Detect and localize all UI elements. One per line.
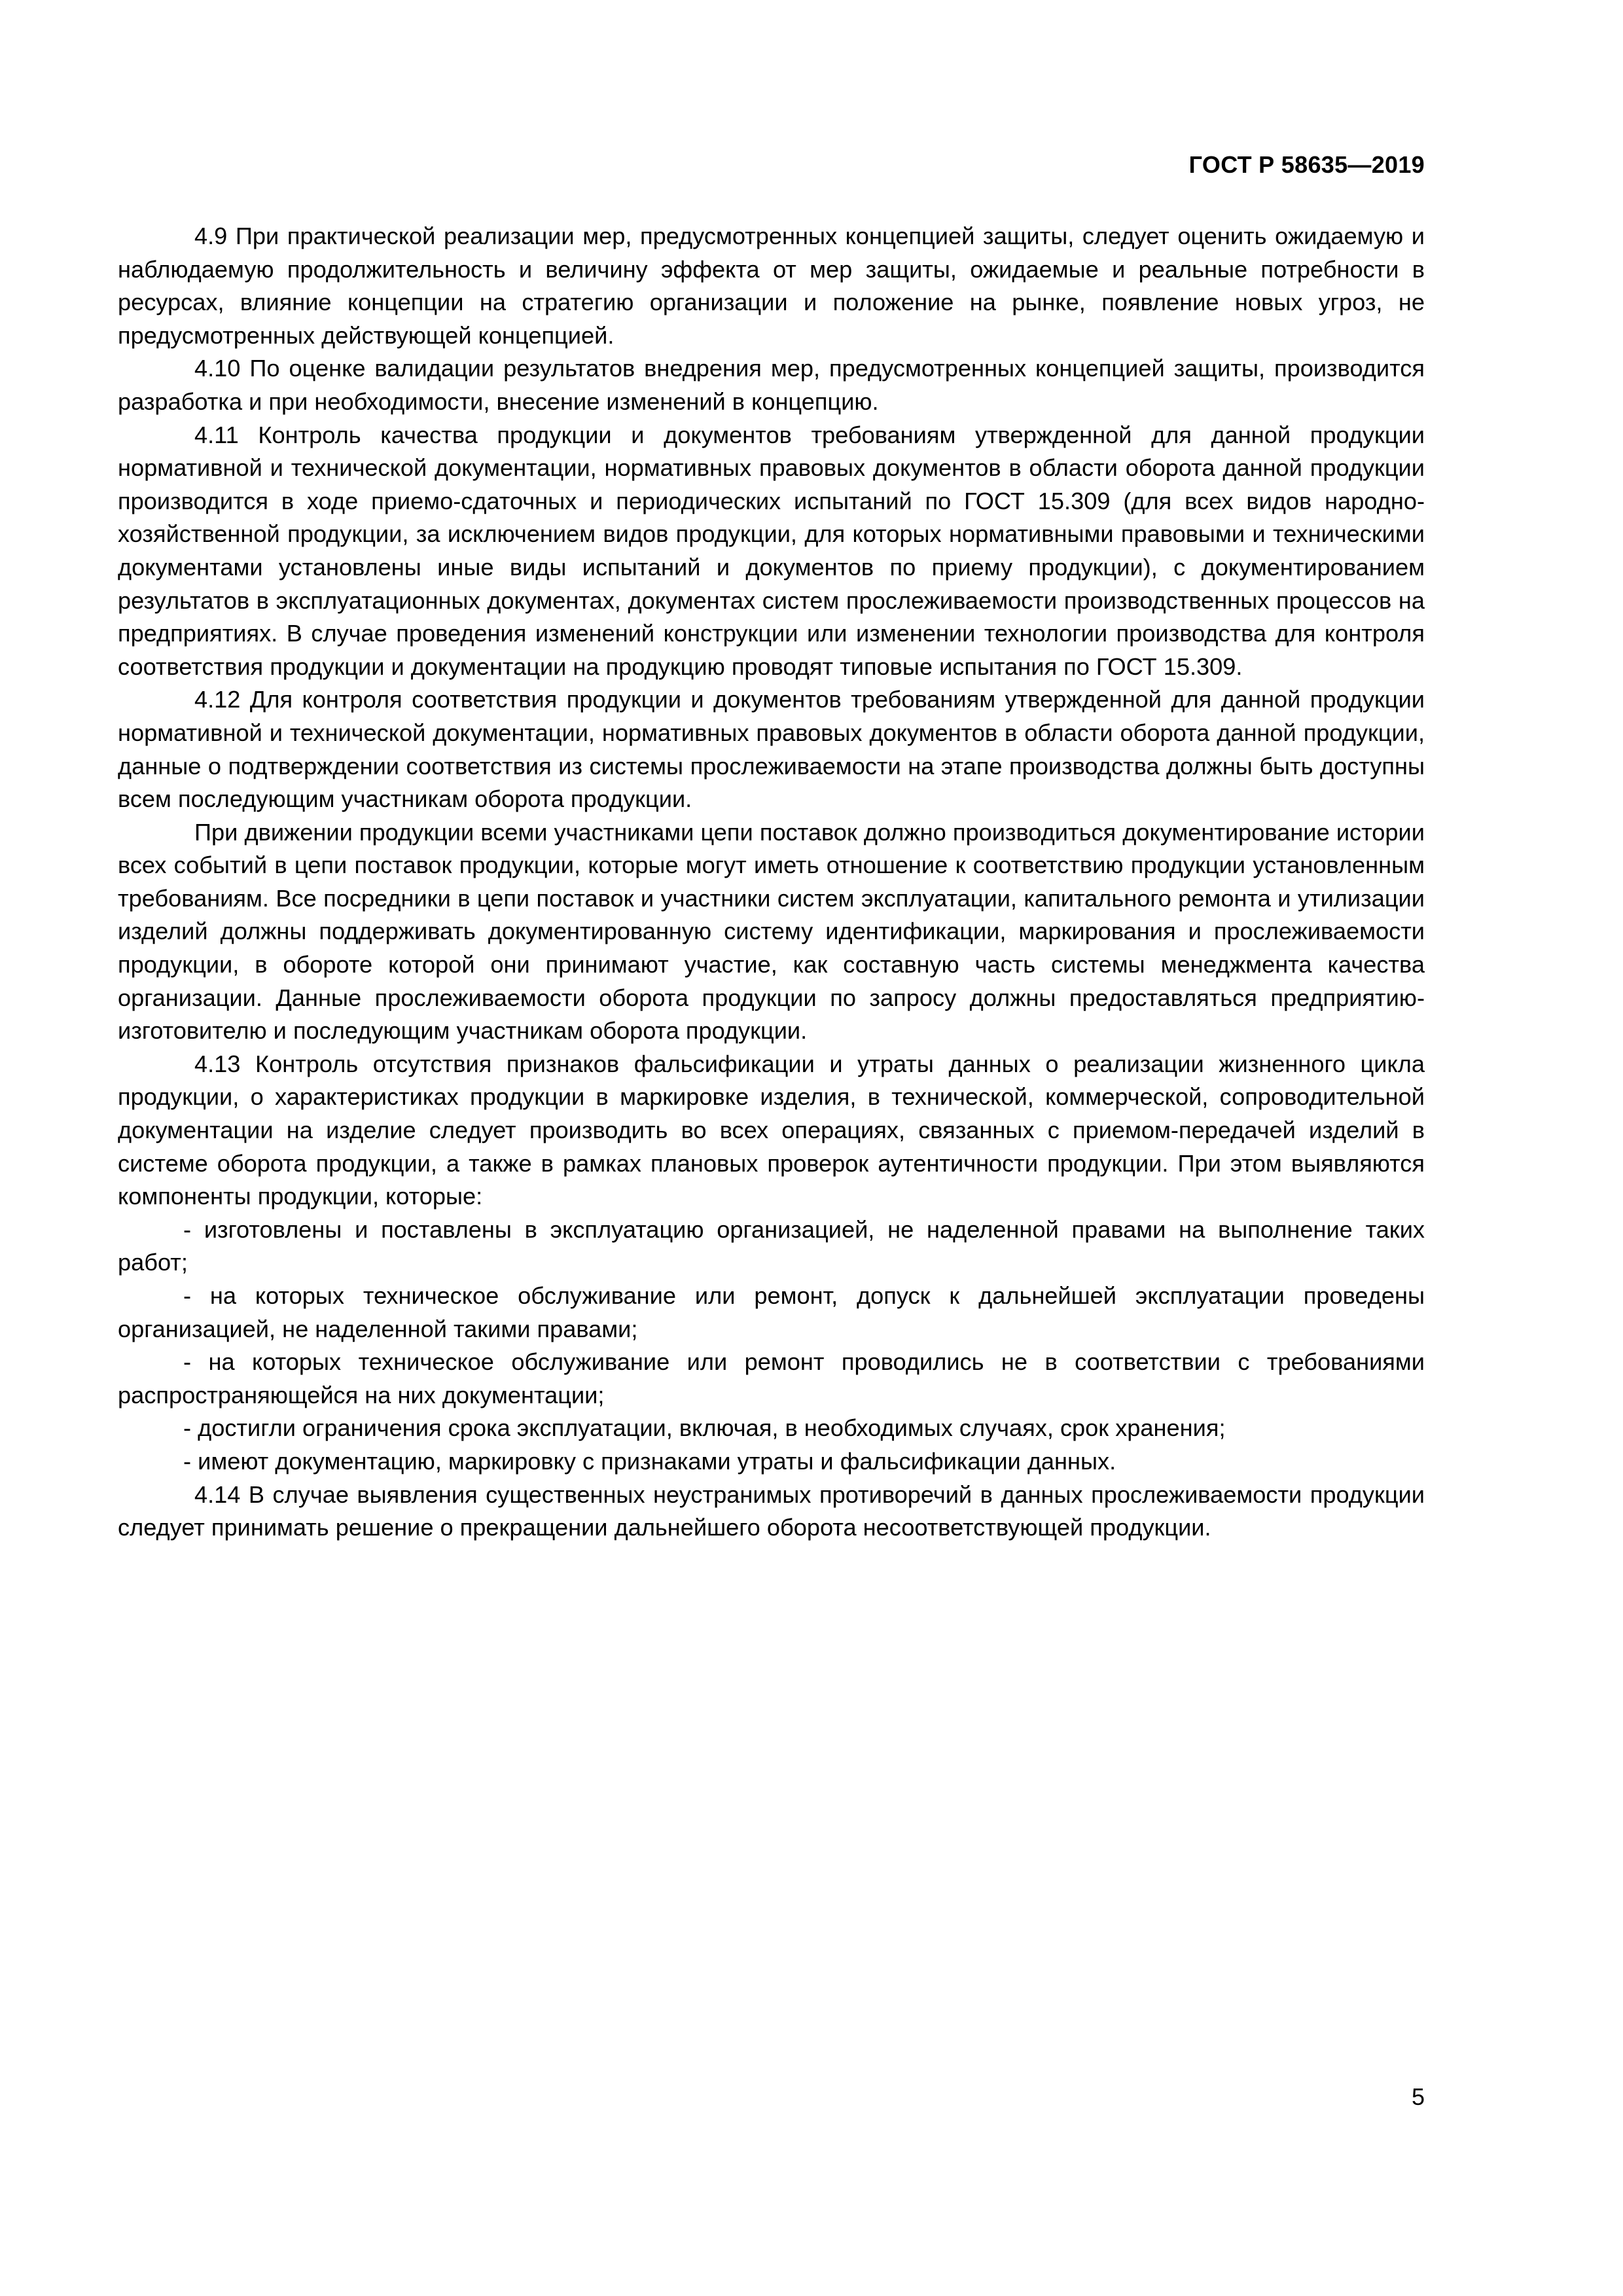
bullet-item: - имеют документацию, маркировку с признаками утраты и фальсификации данных. <box>183 1447 1116 1475</box>
paragraph-supply-chain: При движении продукции всеми участниками цепи поставок должно производиться документирование истории всех событий в цепи поставок продукции, которые могут иметь отношение к соответствию продукции установленным требованиям. Все посредники в цепи поставок и участники систем эксплуатации, капитального ремонта и утилизации изделий должны поддерживать документированную систему идентификации, маркирования и прослеживаемости продукции, в обороте которой они принимают участие, как составную часть системы менеджмента качества организации. Данные прослеживаемости оборота продукции по запросу должны предоставляться предприятию-изготовителю и последующим участникам оборота продукции. <box>118 818 1425 1045</box>
paragraph-4-10: 4.10 По оценке валидации результатов внедрения мер, предусмотренных концепцией защиты, производится разработка и при необходимости, внесение изменений в концепцию. <box>118 355 1425 415</box>
bullet-item: - на которых техническое обслуживание или ремонт проводились не в соответствии с требованиями распространяющейся на них документации; <box>118 1348 1425 1408</box>
paragraph-4-12: 4.12 Для контроля соответствия продукции и документов требованиям утвержденной для данной продукции нормативной и технической документации, нормативных правовых документов в области оборота данной продукции, данные о подтверждении соответствия из системы прослеживаемости на этапе производства должны быть доступны всем последующим участникам оборота продукции. <box>118 686 1425 813</box>
paragraph-4-9: 4.9 При практической реализации мер, предусмотренных концепцией защиты, следует оценить ожидаемую и наблюдаемую продолжительность и величину эффекта от мер защиты, ожидаемые и реальные потребности в ресурсах, влияние концепции на стратегию организации и положение на рынке, появление новых угроз, не предусмотренных действующей концепцией. <box>118 223 1425 349</box>
page-number: 5 <box>1411 2083 1425 2110</box>
bullet-item: - на которых техническое обслуживание или ремонт, допуск к дальнейшей эксплуатации проведены организацией, не наделенной такими правами; <box>118 1282 1425 1342</box>
paragraph-4-14: 4.14 В случае выявления существенных неустранимых противоречий в данных прослеживаемости продукции следует принимать решение о прекращении дальнейшего оборота несоответствующей продукции. <box>118 1480 1425 1541</box>
bullet-item: - изготовлены и поставлены в эксплуатацию организацией, не наделенной правами на выполнение таких работ; <box>118 1215 1425 1276</box>
bullet-item: - достигли ограничения срока эксплуатации, включая, в необходимых случаях, срок хранения; <box>183 1414 1226 1442</box>
document-body <box>118 220 1425 1545</box>
document-header: ГОСТ Р 58635—2019 <box>1188 151 1425 178</box>
paragraph-4-11: 4.11 Контроль качества продукции и документов требованиям утвержденной для данной продукции нормативной и технической документации, нормативных правовых документов в области оборота данной продукции производится в ходе приемо-сдаточных и периодических испытаний по ГОСТ 15.309 (для всех видов народно-хозяйственной продукции, за исключением видов продукции, для которых нормативными правовыми и техническими документами установлены иные виды испытаний и документов по приему продукции), с документированием результатов в эксплуатационных документах, документах систем прослеживаемости производственных процессов на предприятиях. В случае проведения изменений конструкции или изменении технологии производства для контроля соответствия продукции и документации на продукцию проводят типовые испытания по ГОСТ 15.309. <box>118 421 1425 680</box>
paragraph-4-13: 4.13 Контроль отсутствия признаков фальсификации и утраты данных о реализации жизненного цикла продукции, о характеристиках продукции в маркировке изделия, в технической, коммерческой, сопроводительной документации на изделие следует производить во всех операциях, связанных с приемом-передачей изделий в системе оборота продукции, а также в рамках плановых проверок аутентичности продукции. При этом выявляются компоненты продукции, которые: <box>118 1050 1425 1210</box>
